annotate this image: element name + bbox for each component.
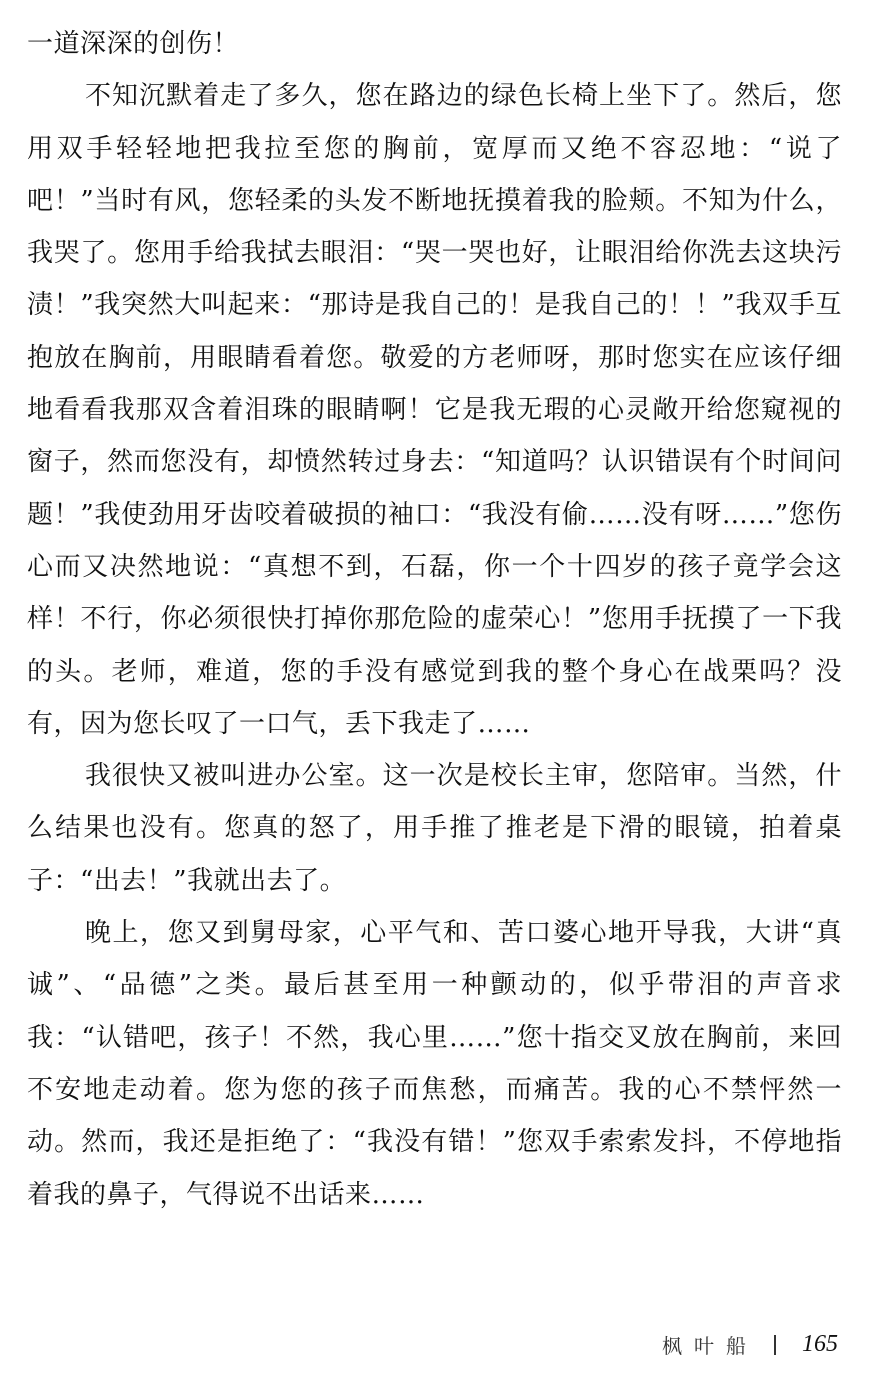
page-footer [662,1330,838,1359]
paragraph: 一道深深的创伤！ [27,29,240,59]
paragraph: 不知沉默着走了多久，您在路边的绿色长椅上坐下了。然后，您用双手轻轻地把我拉至您的胸前，宽厚而又绝不容忍地：“说了吧！”当时有风，您轻柔的头发不断地抚摸着我的脸颊。不知为什么，我哭了。您用手给我拭去眼泪：“哭一哭也好，让眼泪给你洗去这块污渍！”我突然大叫起来：“那诗是我自己的！是我自己的！！”我双手互抱放在胸前，用眼睛看着您。敬爱的方老师呀，那时您实在应该仔细地看看我那双含着泪珠的眼睛啊！它是我无瑕的心灵敞开给您窥视的窗子，然而您没有，却愤然转过身去：“知道吗？认识错误有个时间问题！”我使劲用牙齿咬着破损的袖口：“我没有偷……没有呀……”您伤心而又决然地说：“真想不到，石磊，你一个十四岁的孩子竟学会这样！不行，你必须很快打掉你那危险的虚荣心！”您用手抚摸了一下我的头。老师，难道，您的手没有感觉到我的整个身心在战栗吗？没有，因为您长叹了一口气，丢下我走了…… [27,81,842,739]
page-body [27,18,842,1221]
page-number: 165 [802,1331,838,1357]
paragraph: 晚上，您又到舅母家，心平气和、苦口婆心地开导我，大讲“真诚”、“品德”之类。最后甚至用一种颤动的，似乎带泪的声音求我：“认错吧，孩子！不然，我心里……”您十指交叉放在胸前，来回不安地走动着。您为您的孩子而焦愁，而痛苦。我的心不禁怦然一动。然而，我还是拒绝了：“我没有错！”您双手索索发抖，不停地指着我的鼻子，气得说不出话来…… [27,918,842,1210]
footer-divider [774,1335,776,1355]
running-title: 枫叶船 [662,1334,758,1358]
paragraph: 我很快又被叫进办公室。这一次是校长主审，您陪审。当然，什么结果也没有。您真的怒了，用手推了推老是下滑的眼镜，拍着桌子：“出去！”我就出去了。 [27,761,842,896]
